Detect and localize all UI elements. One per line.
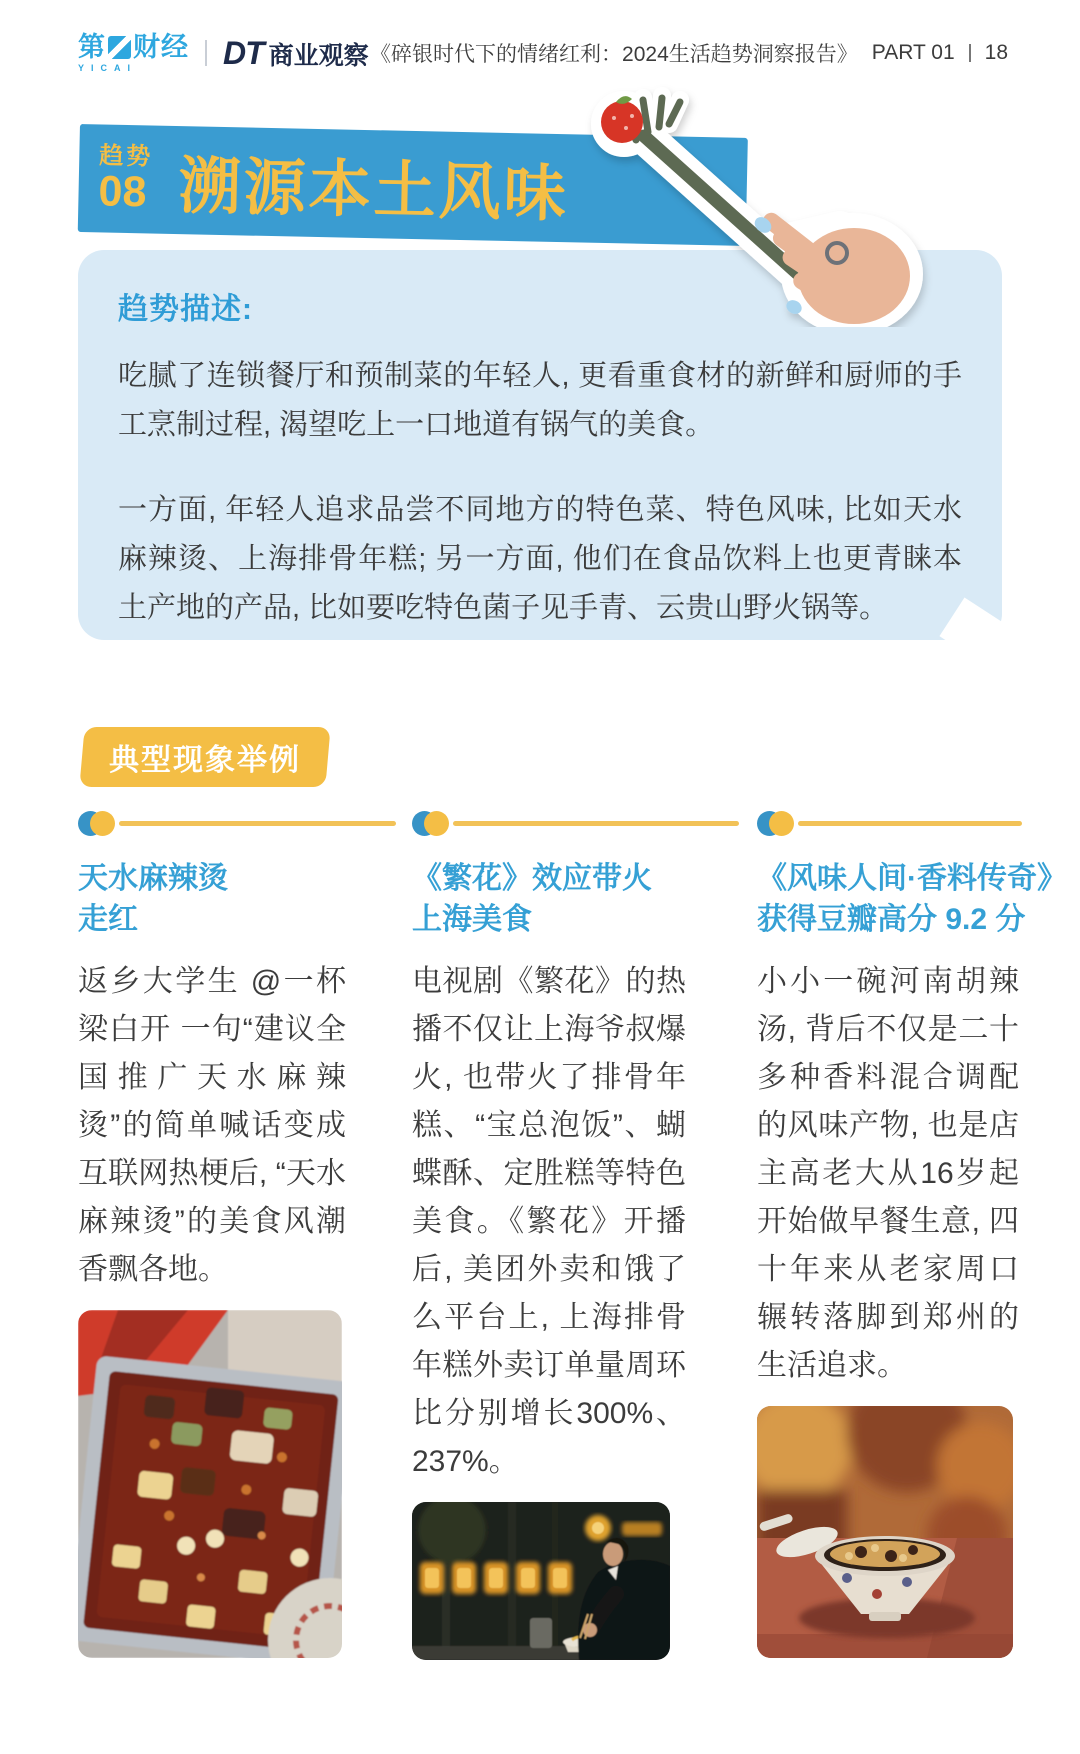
description-paragraph: 一方面, 年轻人追求品尝不同地方的特色菜、特色风味, 比如天水麻辣烫、上海排骨年糕; 另一方面, 他们在食品饮料上也更青睐本土产地的产品, 比如要吃特色菌子见手青、云贵山野火锅等。 — [118, 494, 962, 624]
trend-number-badge — [98, 141, 154, 216]
malatang-tray-photo — [78, 1310, 342, 1658]
yicai-logo-text-suffix: 财经 — [133, 31, 189, 62]
part-label: PART 01 — [871, 41, 955, 64]
hulatang-bowl-photo — [757, 1406, 1013, 1658]
dt-logo-mark: DT — [223, 34, 264, 71]
yicai-logo-text-prefix: 第 — [78, 31, 106, 62]
trend-badge-number: 08 — [98, 166, 147, 216]
examples-badge — [79, 727, 330, 787]
report-meta — [370, 38, 1008, 68]
trend-badge-label: 趋势 — [99, 141, 154, 171]
divider-line — [798, 821, 1022, 826]
trend-title: 溯源本土风味 — [177, 151, 570, 229]
yicai-logo-mark-icon — [108, 36, 131, 59]
page-number-divider — [969, 44, 971, 62]
example-title: 天水麻辣烫 走红 — [78, 862, 228, 936]
example-title: 《风味人间·香料传奇》 获得豆瓣高分 9.2 分 — [757, 862, 1067, 936]
yicai-logo — [78, 31, 189, 73]
example-body: 电视剧《繁花》的热播不仅让上海爷叔爆火, 也带火了排骨年糕、“宝总泡饭”、蝴蝶酥、定胜糕等特色美食。《繁花》开播后, 美团外卖和饿了么平台上, 上海排骨年糕外卖订单量周环比分别增长300%、237%。 — [412, 965, 686, 1478]
column-divider — [78, 810, 396, 836]
bullet-yellow-dot-icon — [90, 811, 115, 836]
divider-line — [453, 821, 739, 826]
description-paragraph: 吃腻了连锁餐厅和预制菜的年轻人, 更看重食材的新鲜和厨师的手工烹制过程, 渴望吃上一口地道有锅气的美食。 — [118, 360, 962, 441]
column-divider — [412, 810, 739, 836]
example-column-fanhua-shanghai — [412, 810, 757, 1660]
examples-columns — [78, 810, 1067, 1660]
report-title: 《碎银时代下的情绪红利：2024生活趋势洞察报告》 — [370, 43, 858, 66]
example-body: 返乡大学生 @一杯梁白开 一句“建议全国推广天水麻辣烫”的简单喊话变成互联网热梗后, “天水麻辣烫”的美食风潮香飘各地。 — [78, 965, 346, 1286]
page-number: 18 — [984, 41, 1008, 64]
yicai-logo-subtext: YICAI — [78, 62, 138, 73]
example-body: 小小一碗河南胡辣汤, 背后不仅是二十多种香料混合调配的风味产物, 也是店主高老大从16岁起开始做早餐生意, 四十年来从老家周口辗转落脚到郑州的生活追求。 — [757, 965, 1019, 1382]
dt-logo-text: 商业观察 — [268, 41, 369, 70]
fanhua-drama-still-photo — [412, 1502, 670, 1660]
bullet-yellow-dot-icon — [424, 811, 449, 836]
dt-business-logo — [223, 35, 369, 72]
column-divider — [757, 810, 1022, 836]
page-header — [78, 26, 1008, 80]
divider-line — [119, 821, 396, 826]
example-column-hulatang — [757, 810, 1067, 1660]
example-title: 《繁花》效应带火 上海美食 — [412, 862, 652, 936]
example-column-tianshui-malatang — [78, 810, 412, 1660]
description-heading: 趋势描述: — [118, 293, 253, 326]
hand-holding-fork-strawberry-photo — [540, 82, 1000, 327]
logo-group — [78, 31, 369, 73]
examples-badge-label: 典型现象举例 — [109, 744, 301, 777]
bullet-yellow-dot-icon — [769, 811, 794, 836]
logo-divider — [205, 40, 207, 66]
